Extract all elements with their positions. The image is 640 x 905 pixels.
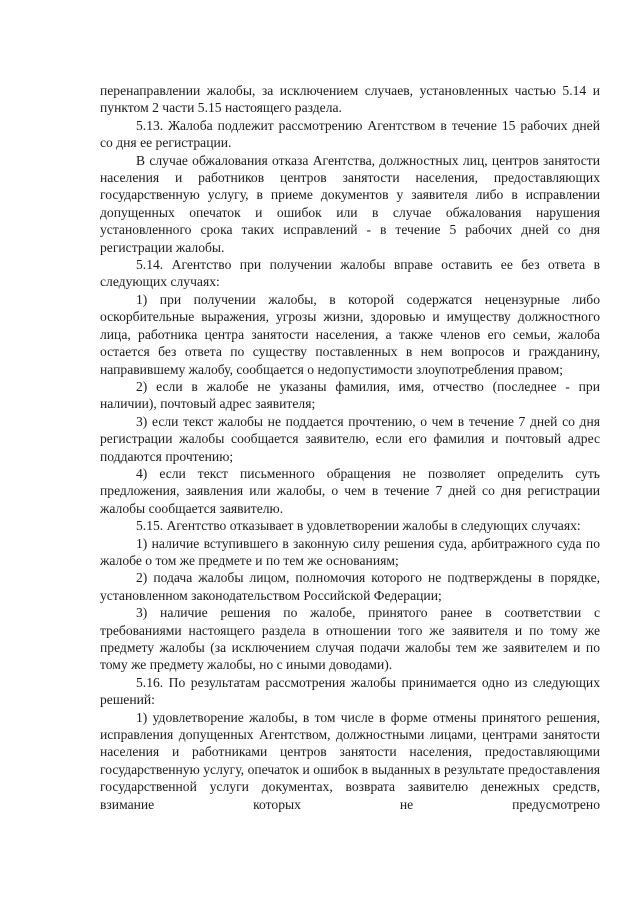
- list-item: 1) удовлетворение жалобы, в том числе в форме отмены принятого решения, исправления допущенных Агентством, должностными лицами, центрами занятости населения и работниками центров занятости населения, предоставляющими государственную услугу, опечаток и ошибок в выданных в результате предоставления государственной услуги документах, возврата заявителю денежных средств, взимание которых не предусмотрено: [100, 709, 600, 812]
- list-item: 1) наличие вступившего в законную силу решения суда, арбитражного суда по жалобе о том же предмете и по тем же основаниям;: [100, 535, 600, 568]
- paragraph-5-16: 5.16. По результатам рассмотрения жалобы принимается одно из следующих решений:: [100, 674, 600, 708]
- list-item: 1) при получении жалобы, в которой содержатся нецензурные либо оскорбительные выражения, угрозы жизни, здоровью и имуществу должностного лица, работника центра занятости населения, а также членов его семьи, жалоба остается без ответа по существу поставленных в нем вопросов и гражданину, направившему жалобу, сообщается о недопустимости злоупотребления правом;: [100, 291, 600, 377]
- list-item: 3) если текст жалобы не поддается прочтению, о чем в течение 7 дней со дня регистрации жалобы сообщается заявителю, если его фамилия и почтовый адрес поддаются прочтению;: [100, 413, 600, 464]
- list-item: 2) подача жалобы лицом, полномочия которого не подтверждены в порядке, установленном законодательством Российской Федерации;: [100, 570, 600, 603]
- paragraph-5-15: 5.15. Агентство отказывает в удовлетворении жалобы в следующих случаях:: [136, 518, 581, 534]
- list-item: 2) если в жалобе не указаны фамилия, имя, отчество (последнее - при наличии), почтовый адрес заявителя;: [100, 378, 600, 412]
- list-item: 4) если текст письменного обращения не позволяет определить суть предложения, заявления или жалобы, о чем в течение 7 дней со дня регистрации жалобы сообщается заявителю.: [100, 465, 600, 516]
- paragraph: перенаправлении жалобы, за исключением случаев, установленных частью 5.14 и пунктом 2 части 5.15 настоящего раздела.: [100, 83, 600, 116]
- paragraph: В случае обжалования отказа Агентства, должностных лиц, центров занятости населения и работников центров занятости населения, предоставляющих государственную услугу, в приеме документов у заявителя либо в исправлении допущенных опечаток и ошибок или в случае обжалования нарушения установленного срока таких исправлений - в течение 5 рабочих дней со дня регистрации жалобы.: [100, 152, 600, 255]
- document-page: [100, 82, 600, 813]
- paragraph-5-14: 5.14. Агентство при получении жалобы вправе оставить ее без ответа в следующих случаях:: [100, 257, 600, 290]
- list-item: 3) наличие решения по жалобе, принятого ранее в соответствии с требованиями настоящего раздела в отношении того же заявителя и по тому же предмету жалобы (за исключением случая подачи жалобы тем же заявителем и по тому же предмету жалобы, но с иными доводами).: [100, 605, 600, 673]
- paragraph-5-13: 5.13. Жалоба подлежит рассмотрению Агентством в течение 15 рабочих дней со дня ее регистрации.: [100, 117, 600, 151]
